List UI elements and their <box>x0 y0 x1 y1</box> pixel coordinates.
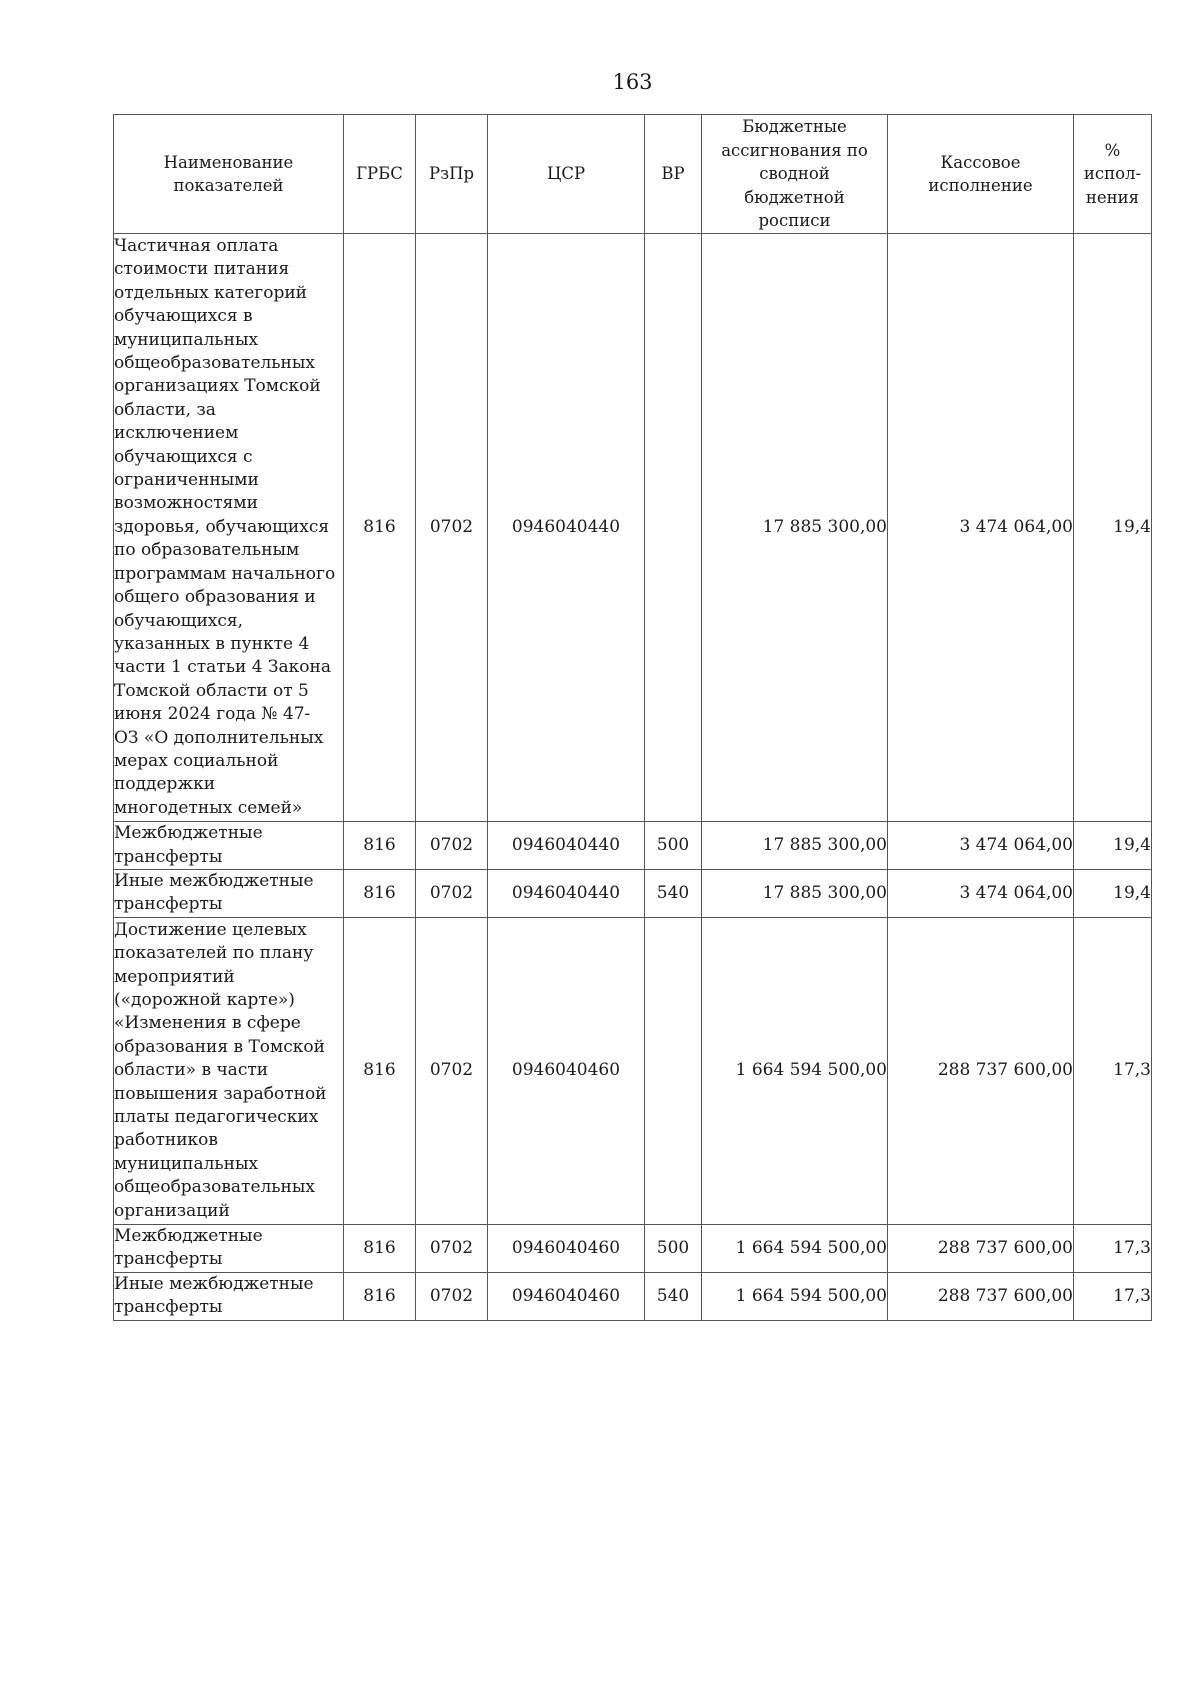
row-rzpr: 0702 <box>416 234 488 822</box>
row-name: Межбюджетные трансферты <box>114 822 344 870</box>
row-rzpr: 0702 <box>416 917 488 1224</box>
row-cash: 288 737 600,00 <box>888 1272 1074 1320</box>
budget-table <box>113 114 1152 1321</box>
header-vr: ВР <box>645 115 702 234</box>
row-vr <box>645 917 702 1224</box>
row-percent: 17,3 <box>1074 917 1152 1224</box>
header-percent: % испол- нения <box>1074 115 1152 234</box>
row-name: Достижение целевых показателей по плану мероприятий («дорожной карте») «Изменения в сфере образования в Томской области» в части повышения заработной платы педагогических работников муниципальных общеобразовательных организаций <box>114 917 344 1224</box>
row-rzpr: 0702 <box>416 869 488 917</box>
row-budget: 17 885 300,00 <box>702 869 888 917</box>
row-grbs: 816 <box>344 1225 416 1273</box>
row-cash: 3 474 064,00 <box>888 822 1074 870</box>
row-name: Частичная оплата стоимости питания отдельных категорий обучающихся в муниципальных общеобразовательных организациях Томской области, за исключением обучающихся с ограниченными возможностями здоровья, обучающихся по образовательным программам начального общего образования и обучающихся, указанных в пункте 4 части 1 статьи 4 Закона Томской области от 5 июня 2024 года № 47- ОЗ «О дополнительных мерах социальной поддержки многодетных семей» <box>114 234 344 822</box>
header-rzpr: РзПр <box>416 115 488 234</box>
row-csr: 0946040460 <box>488 1225 645 1273</box>
row-budget: 1 664 594 500,00 <box>702 1272 888 1320</box>
row-vr: 540 <box>645 869 702 917</box>
row-budget: 17 885 300,00 <box>702 822 888 870</box>
row-percent: 19,4 <box>1074 822 1152 870</box>
table-row <box>114 917 1152 1224</box>
row-csr: 0946040460 <box>488 917 645 1224</box>
table-row <box>114 822 1152 870</box>
header-csr: ЦСР <box>488 115 645 234</box>
row-csr: 0946040440 <box>488 822 645 870</box>
row-percent: 17,3 <box>1074 1272 1152 1320</box>
row-cash: 288 737 600,00 <box>888 917 1074 1224</box>
row-percent: 19,4 <box>1074 869 1152 917</box>
row-csr: 0946040440 <box>488 869 645 917</box>
page-number: 163 <box>612 70 653 94</box>
row-name: Иные межбюджетные трансферты <box>114 869 344 917</box>
table-row <box>114 234 1152 822</box>
row-csr: 0946040440 <box>488 234 645 822</box>
row-vr: 500 <box>645 822 702 870</box>
row-percent: 17,3 <box>1074 1225 1152 1273</box>
row-vr: 540 <box>645 1272 702 1320</box>
row-grbs: 816 <box>344 234 416 822</box>
row-name: Межбюджетные трансферты <box>114 1225 344 1273</box>
row-grbs: 816 <box>344 822 416 870</box>
row-rzpr: 0702 <box>416 1225 488 1273</box>
row-vr: 500 <box>645 1225 702 1273</box>
header-budget: Бюджетные ассигнования по сводной бюджетной росписи <box>702 115 888 234</box>
row-rzpr: 0702 <box>416 1272 488 1320</box>
row-budget: 1 664 594 500,00 <box>702 917 888 1224</box>
row-budget: 1 664 594 500,00 <box>702 1225 888 1273</box>
header-cash: Кассовое исполнение <box>888 115 1074 234</box>
row-percent: 19,4 <box>1074 234 1152 822</box>
row-budget: 17 885 300,00 <box>702 234 888 822</box>
row-csr: 0946040460 <box>488 1272 645 1320</box>
table-row <box>114 869 1152 917</box>
table-header-row <box>114 115 1152 234</box>
row-rzpr: 0702 <box>416 822 488 870</box>
row-name: Иные межбюджетные трансферты <box>114 1272 344 1320</box>
row-vr <box>645 234 702 822</box>
row-grbs: 816 <box>344 917 416 1224</box>
row-cash: 3 474 064,00 <box>888 869 1074 917</box>
header-name: Наименование показателей <box>114 115 344 234</box>
row-grbs: 816 <box>344 869 416 917</box>
row-grbs: 816 <box>344 1272 416 1320</box>
table-row <box>114 1225 1152 1273</box>
header-grbs: ГРБС <box>344 115 416 234</box>
table-row <box>114 1272 1152 1320</box>
row-cash: 3 474 064,00 <box>888 234 1074 822</box>
row-cash: 288 737 600,00 <box>888 1225 1074 1273</box>
